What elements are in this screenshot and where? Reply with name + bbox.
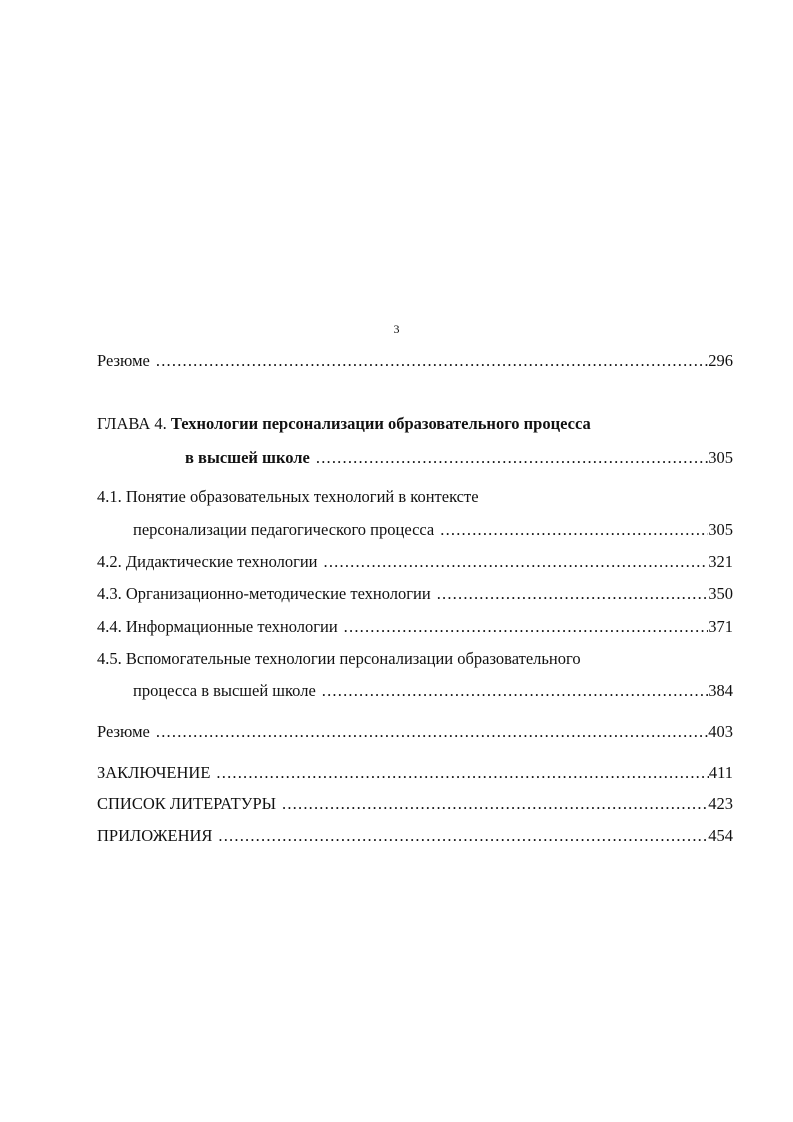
toc-entry-page: 305 (708, 520, 733, 539)
toc-entry-4-5[interactable] (97, 647, 581, 671)
toc-entry-4-1-continuation[interactable] (133, 518, 733, 542)
toc-entry-label: 4.4. Информационные технологии (97, 617, 338, 636)
chapter-4-heading[interactable] (97, 412, 591, 436)
toc-entry-page: 384 (708, 681, 733, 700)
toc-entry-page: 350 (708, 584, 733, 603)
toc-entry-4-2[interactable] (97, 550, 733, 574)
toc-entry-page: 296 (708, 351, 733, 370)
chapter-4-title-line-2: в высшей школе (185, 448, 310, 467)
leader-dots (324, 550, 709, 574)
toc-entry-page: 411 (708, 763, 733, 782)
page-number: 3 (393, 322, 400, 336)
toc-entry-page: 454 (708, 826, 733, 845)
toc-entry-4-5-continuation[interactable] (133, 679, 733, 703)
toc-entry-label: Резюме (97, 351, 150, 370)
toc-entry-label-line-2: персонализации педагогического процесса (133, 520, 435, 539)
leader-dots (344, 615, 709, 639)
leader-dots (316, 446, 708, 470)
toc-entry-resume-2[interactable] (97, 720, 733, 744)
toc-entry-bibliography[interactable] (97, 792, 733, 816)
chapter-4-prefix: ГЛАВА 4. (97, 414, 167, 433)
toc-entry-appendices[interactable] (97, 824, 733, 848)
chapter-4-title-continuation[interactable] (185, 446, 733, 470)
toc-entry-4-3[interactable] (97, 582, 733, 606)
toc-entry-page: 371 (708, 617, 733, 636)
chapter-4-title: Технологии персонализации образовательного процесса (170, 414, 591, 433)
toc-entry-label: ПРИЛОЖЕНИЯ (97, 826, 213, 845)
leader-dots (216, 761, 708, 785)
toc-entry-page: 403 (708, 722, 733, 741)
toc-entry-label: ЗАКЛЮЧЕНИЕ (97, 763, 211, 782)
toc-entry-4-1[interactable] (97, 485, 479, 509)
toc-entry-page: 423 (708, 794, 733, 813)
toc-entry-page: 321 (708, 552, 733, 571)
toc-entry-label: 4.3. Организационно-методические технологии (97, 584, 431, 603)
leader-dots (322, 679, 708, 703)
toc-entry-label-line-2: процесса в высшей школе (133, 681, 316, 700)
toc-entry-label: СПИСОК ЛИТЕРАТУРЫ (97, 794, 277, 813)
toc-entry-page: 305 (708, 448, 733, 467)
toc-entry-label: 4.1. Понятие образовательных технологий в контексте (97, 487, 479, 506)
leader-dots (156, 720, 708, 744)
leader-dots (218, 824, 708, 848)
toc-entry-4-4[interactable] (97, 615, 733, 639)
toc-entry-label: 4.2. Дидактические технологии (97, 552, 318, 571)
leader-dots (282, 792, 708, 816)
toc-entry-conclusion[interactable] (97, 761, 733, 785)
toc-entry-label: 4.5. Вспомогательные технологии персонализации образовательного (97, 649, 581, 668)
toc-entry-label: Резюме (97, 722, 150, 741)
leader-dots (156, 349, 708, 373)
leader-dots (437, 582, 709, 606)
toc-entry-resume-1[interactable] (97, 349, 733, 373)
leader-dots (440, 518, 708, 542)
